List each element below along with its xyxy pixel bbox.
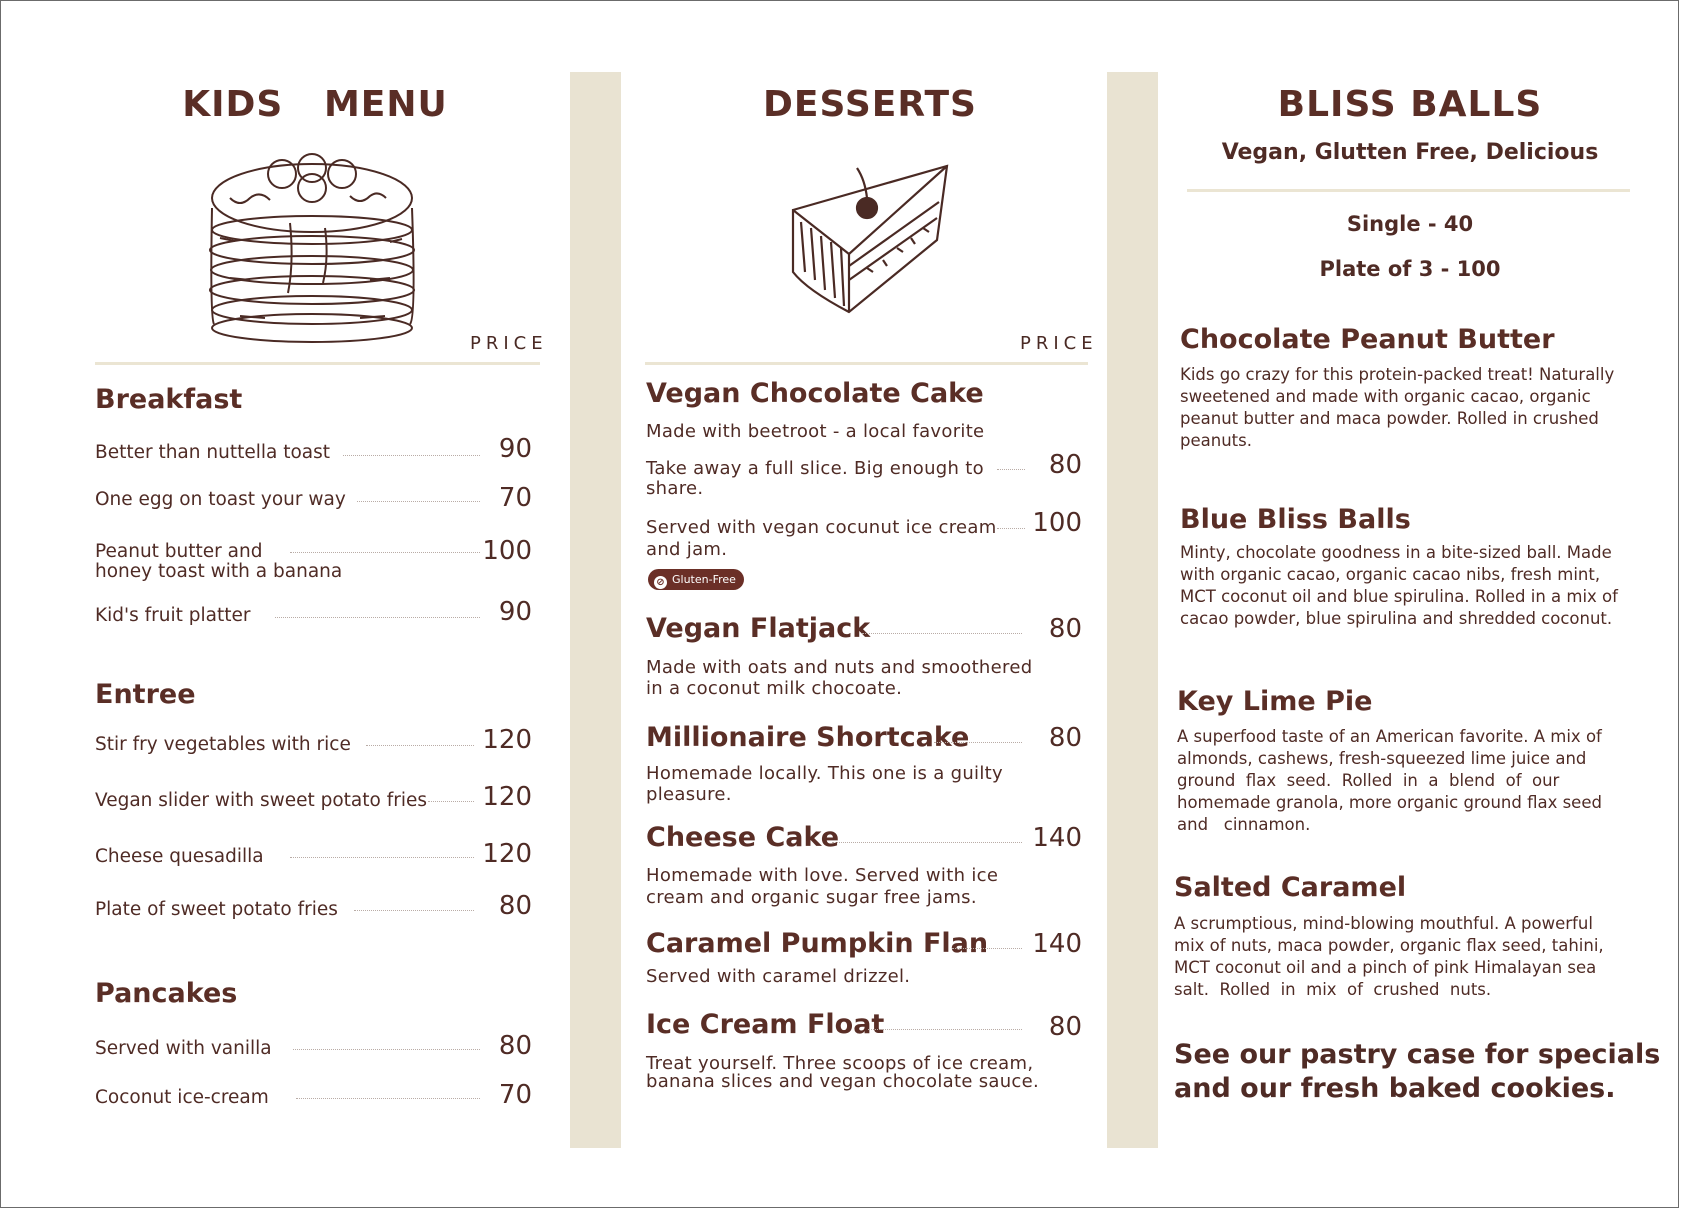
gluten-free-badge: ⊘ Gluten-Free <box>648 569 744 590</box>
desserts-price-header: PRICE <box>1020 333 1098 354</box>
price: 90 <box>498 597 532 627</box>
pancake-stack-icon <box>200 138 425 348</box>
price: 70 <box>498 1080 532 1110</box>
price: 80 <box>1048 1012 1082 1042</box>
price: 140 <box>1032 929 1082 959</box>
bliss-balls-title: BLISS BALLS <box>1277 84 1543 125</box>
price: 90 <box>498 434 532 464</box>
price: 100 <box>482 536 532 566</box>
section-title-pancakes: Pancakes <box>95 978 238 1009</box>
price: 80 <box>1048 723 1082 753</box>
price: 70 <box>498 483 532 513</box>
column-divider-left <box>570 72 621 1148</box>
kids-price-header: PRICE <box>470 333 548 354</box>
price-plate: Plate of 3 - 100 <box>1319 257 1501 281</box>
price: 120 <box>482 782 532 812</box>
desserts-divider <box>645 362 1088 365</box>
price: 80 <box>1048 450 1082 480</box>
bliss-balls-subtitle: Vegan, Glutten Free, Delicious <box>1221 140 1599 165</box>
column-divider-right <box>1107 72 1158 1148</box>
gluten-free-icon: ⊘ <box>654 576 667 589</box>
price: 100 <box>1032 508 1082 538</box>
price: 80 <box>498 891 532 921</box>
section-title-entree: Entree <box>95 679 196 710</box>
price: 120 <box>482 839 532 869</box>
desserts-title: DESSERTS <box>763 84 977 125</box>
pastry-case-note-line2: and our fresh baked cookies. <box>1174 1073 1616 1104</box>
cake-slice-icon <box>787 162 952 317</box>
price: 80 <box>1048 614 1082 644</box>
section-title-breakfast: Breakfast <box>95 384 243 415</box>
price: 140 <box>1032 823 1082 853</box>
kids-menu-title: KIDS MENU <box>182 84 448 125</box>
price: 120 <box>482 725 532 755</box>
price-single: Single - 40 <box>1346 212 1474 236</box>
price: 80 <box>498 1031 532 1061</box>
bliss-divider <box>1187 189 1630 192</box>
kids-divider <box>95 362 540 365</box>
pastry-case-note-line1: See our pastry case for specials <box>1174 1039 1661 1070</box>
